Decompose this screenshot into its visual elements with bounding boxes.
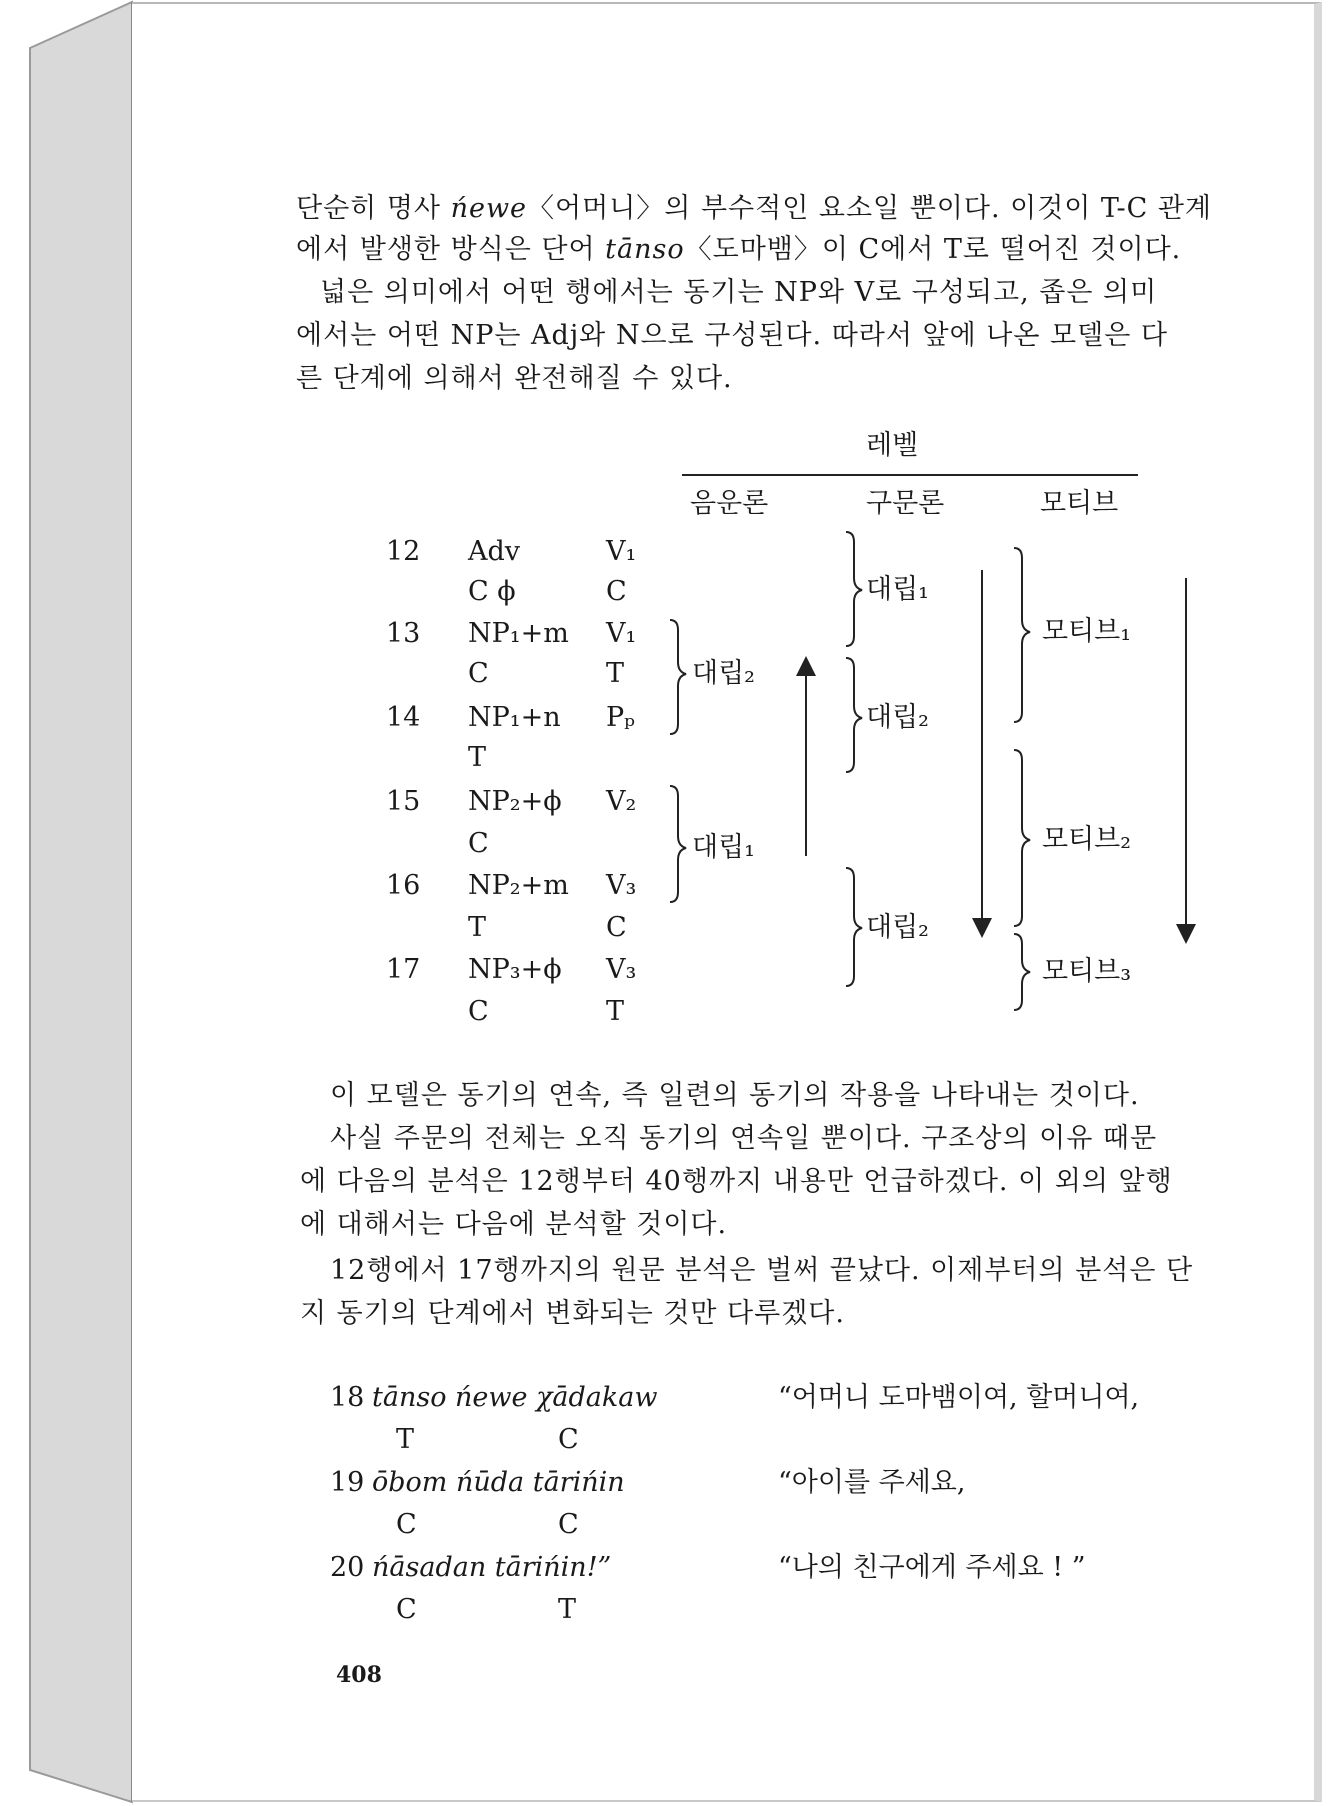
paragraph-line-3: 넓은 의미에서 어떤 행에서는 동기는 NP와 V로 구성되고, 좁은 의미 [320,277,1158,308]
brace-syn-1 [846,532,862,646]
row-element: T [606,996,625,1027]
col-header-motif: 모티브 [1040,488,1119,519]
brace-syn-2 [846,658,862,772]
row-structure: T [468,912,487,943]
row-element: V₁ [606,536,637,567]
row-number: 14 [386,702,421,733]
brace-phon-2 [670,786,686,902]
chant-text: ōbom ńūda tārińin [372,1467,625,1498]
row-element: Pₚ [606,702,635,733]
row-element: C [606,576,627,607]
row-structure: NP₁+m [468,618,569,649]
row-structure: NP₂+ϕ [468,786,562,817]
chant-translation: “아이를 주세요, [778,1467,966,1498]
brace-motif-3 [1014,934,1030,1010]
chant-translation: “어머니 도마뱀이여, 할머니여, [778,1382,1140,1413]
row-element: V₃ [606,870,637,901]
page-number: 408 [336,1662,382,1688]
chant-line-number: 18 [330,1382,365,1413]
row-structure: C ϕ [468,576,516,607]
syn-label-2: 대립₂ [866,702,929,733]
col-header-syntax: 구문론 [866,488,945,519]
row-structure: T [468,742,487,773]
chant-text: tānso ńewe χādakaw [372,1382,658,1413]
row-number: 12 [386,536,421,567]
chant-tag: C [396,1509,417,1540]
row-number: 17 [386,954,421,985]
chant-tag: T [558,1594,577,1625]
after-line-4: 에 대해서는 다음에 분석할 것이다. [300,1209,728,1240]
motif-label-1: 모티브₁ [1042,616,1132,647]
chant-line-number: 19 [330,1467,365,1498]
after-line-5: 12행에서 17행까지의 원문 분석은 벌써 끝났다. 이제부터의 분석은 단 [330,1255,1194,1286]
brace-motif-2 [1014,750,1030,926]
phon-label-1: 대립₂ [692,658,755,689]
row-element: C [606,912,627,943]
col-header-phonology: 음운론 [690,488,769,519]
syn-label-1: 대립₁ [866,574,929,605]
chant-tag: C [396,1594,417,1625]
paragraph-line-1: 단순히 명사 ńewe〈어머니〉의 부수적인 요소일 뿐이다. 이것이 T-C 관계 [296,193,1212,224]
row-structure: C [468,828,489,859]
chant-tag: T [396,1424,415,1455]
row-element: V₃ [606,954,637,985]
brace-phon-1 [670,620,686,734]
motif-label-3: 모티브₃ [1042,956,1132,987]
row-number: 15 [386,786,421,817]
after-line-3: 에 다음의 분석은 12행부터 40행까지 내용만 언급하겠다. 이 외의 앞행 [300,1166,1173,1197]
row-structure: C [468,996,489,1027]
row-structure: C [468,658,489,689]
row-number: 16 [386,870,421,901]
row-element: T [606,658,625,689]
syn-label-3: 대립₂ [866,912,929,943]
row-structure: NP₁+n [468,702,561,733]
chant-tag: C [558,1424,579,1455]
motif-label-2: 모티브₂ [1042,824,1132,855]
phon-label-2: 대립₁ [692,832,755,863]
row-structure: NP₃+ϕ [468,954,562,985]
brace-motif-1 [1014,548,1030,722]
row-structure: NP₂+m [468,870,569,901]
row-structure: Adv [468,536,521,567]
after-line-1: 이 모델은 동기의 연속, 즉 일련의 동기의 작용을 나타내는 것이다. [330,1080,1140,1111]
after-line-6: 지 동기의 단계에서 변화되는 것만 다루겠다. [300,1298,845,1329]
paragraph-line-2: 에서 발생한 방식은 단어 tānso〈도마뱀〉이 C에서 T로 떨어진 것이다. [296,234,1182,265]
paragraph-line-5: 른 단계에 의해서 완전해질 수 있다. [296,363,733,394]
after-line-2: 사실 주문의 전체는 오직 동기의 연속일 뿐이다. 구조상의 이유 때문 [330,1123,1158,1154]
chant-tag: C [558,1509,579,1540]
row-element: V₂ [606,786,637,817]
row-number: 13 [386,618,421,649]
chant-translation: “나의 친구에게 주세요 ! ” [778,1552,1086,1583]
brace-syn-3 [846,868,862,986]
level-header: 레벨 [866,430,919,461]
paragraph-line-4: 에서는 어떤 NP는 Adj와 N으로 구성된다. 따라서 앞에 나온 모델은 다 [296,320,1168,351]
chant-line-number: 20 [330,1552,365,1583]
chant-text: ńāsadan tārińin!” [372,1552,612,1583]
row-element: V₁ [606,618,637,649]
